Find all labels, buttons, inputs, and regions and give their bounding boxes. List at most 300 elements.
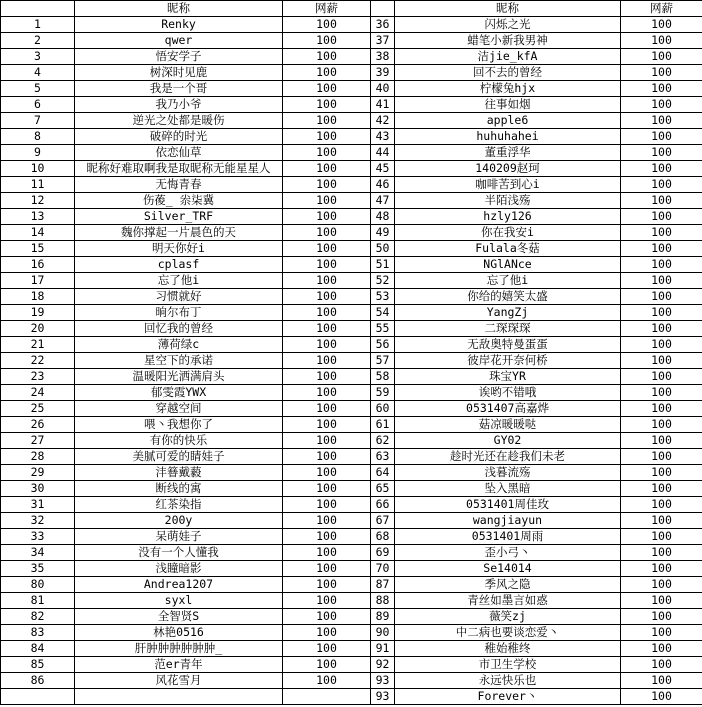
table-row xyxy=(1,337,702,353)
cell-salary-left: 100 xyxy=(283,161,371,177)
cell-salary-left: 100 xyxy=(283,289,371,305)
cell-salary-left: 100 xyxy=(283,193,371,209)
cell-index-right: 37 xyxy=(371,33,395,49)
table-row xyxy=(1,81,702,97)
cell-salary-right: 100 xyxy=(621,241,702,257)
table-row xyxy=(1,305,702,321)
cell-index-left: 13 xyxy=(1,209,75,225)
cell-index-right: 53 xyxy=(371,289,395,305)
cell-index-left: 8 xyxy=(1,129,75,145)
cell-index-right: 51 xyxy=(371,257,395,273)
cell-nickname-right: 回不去的曾经 xyxy=(395,65,621,81)
cell-nickname-right: huhuhahei xyxy=(395,129,621,145)
cell-index-right: 65 xyxy=(371,481,395,497)
cell-salary-right: 100 xyxy=(621,273,702,289)
cell-index-right: 52 xyxy=(371,273,395,289)
cell-nickname-right: 薇笑zj xyxy=(395,609,621,625)
cell-salary-right: 100 xyxy=(621,113,702,129)
cell-salary-right: 100 xyxy=(621,321,702,337)
header-salary-left: 网薪 xyxy=(283,1,371,17)
cell-salary-left: 100 xyxy=(283,561,371,577)
cell-salary-right: 100 xyxy=(621,353,702,369)
cell-index-left: 14 xyxy=(1,225,75,241)
cell-index-right: 58 xyxy=(371,369,395,385)
cell-salary-left: 100 xyxy=(283,353,371,369)
cell-salary-left: 100 xyxy=(283,145,371,161)
cell-salary-right: 100 xyxy=(621,81,702,97)
cell-salary-left: 100 xyxy=(283,529,371,545)
cell-index-left: 3 xyxy=(1,49,75,65)
cell-nickname-left: 破碎的时光 xyxy=(75,129,283,145)
cell-index-left: 17 xyxy=(1,273,75,289)
cell-nickname-right: Fulala冬菇 xyxy=(395,241,621,257)
cell-nickname-left: 美腻可爱的睛娃子 xyxy=(75,449,283,465)
cell-index-left xyxy=(1,689,75,705)
table-row xyxy=(1,401,702,417)
cell-index-right: 50 xyxy=(371,241,395,257)
cell-index-left: 27 xyxy=(1,433,75,449)
table-row xyxy=(1,33,702,49)
cell-index-right: 45 xyxy=(371,161,395,177)
table-row xyxy=(1,449,702,465)
table-row xyxy=(1,641,702,657)
cell-nickname-right: 蜡笔小新我男神 xyxy=(395,33,621,49)
cell-salary-left: 100 xyxy=(283,241,371,257)
cell-index-right: 70 xyxy=(371,561,395,577)
cell-salary-left: 100 xyxy=(283,33,371,49)
table-row xyxy=(1,529,702,545)
cell-salary-left: 100 xyxy=(283,177,371,193)
table-row xyxy=(1,577,702,593)
cell-index-left: 6 xyxy=(1,97,75,113)
table-row xyxy=(1,513,702,529)
cell-salary-left: 100 xyxy=(283,625,371,641)
cell-index-right: 47 xyxy=(371,193,395,209)
cell-index-left: 22 xyxy=(1,353,75,369)
table-row xyxy=(1,385,702,401)
cell-salary-right: 100 xyxy=(621,49,702,65)
cell-nickname-left: 浅瞳暗影 xyxy=(75,561,283,577)
cell-index-left: 35 xyxy=(1,561,75,577)
cell-index-left: 19 xyxy=(1,305,75,321)
cell-nickname-right: 闪烁之光 xyxy=(395,17,621,33)
cell-index-left: 15 xyxy=(1,241,75,257)
cell-index-left: 5 xyxy=(1,81,75,97)
cell-nickname-left: 忘了他i xyxy=(75,273,283,289)
cell-salary-right: 100 xyxy=(621,641,702,657)
cell-index-right: 90 xyxy=(371,625,395,641)
cell-index-left: 4 xyxy=(1,65,75,81)
cell-salary-right: 100 xyxy=(621,433,702,449)
cell-nickname-left: 郁雯霞YWX xyxy=(75,385,283,401)
cell-salary-left: 100 xyxy=(283,641,371,657)
cell-salary-right: 100 xyxy=(621,209,702,225)
cell-salary-right: 100 xyxy=(621,305,702,321)
cell-nickname-right: 诶哟不错哦 xyxy=(395,385,621,401)
cell-index-left: 1 xyxy=(1,17,75,33)
cell-nickname-left: 昵称好难取啊我是取昵称无能星星人 xyxy=(75,161,283,177)
cell-index-left: 31 xyxy=(1,497,75,513)
table-row xyxy=(1,689,702,705)
table-row xyxy=(1,417,702,433)
cell-index-left: 2 xyxy=(1,33,75,49)
table-row xyxy=(1,497,702,513)
cell-salary-right: 100 xyxy=(621,497,702,513)
cell-index-left: 83 xyxy=(1,625,75,641)
cell-salary-right: 100 xyxy=(621,193,702,209)
table-row xyxy=(1,481,702,497)
cell-salary-left: 100 xyxy=(283,465,371,481)
cell-index-right: 39 xyxy=(371,65,395,81)
table-row xyxy=(1,193,702,209)
cell-index-left: 85 xyxy=(1,657,75,673)
cell-nickname-right: 往事如烟 xyxy=(395,97,621,113)
header-nickname-left: 昵称 xyxy=(75,1,283,17)
table-row xyxy=(1,433,702,449)
cell-salary-right: 100 xyxy=(621,33,702,49)
cell-nickname-right: 彼岸花开奈何桥 xyxy=(395,353,621,369)
cell-index-right: 91 xyxy=(371,641,395,657)
cell-nickname-right: NGlANce xyxy=(395,257,621,273)
cell-nickname-left: 薄荷绿c xyxy=(75,337,283,353)
table-row xyxy=(1,49,702,65)
table-row xyxy=(1,97,702,113)
table-row xyxy=(1,65,702,81)
cell-nickname-left: 有你的快乐 xyxy=(75,433,283,449)
cell-salary-right: 100 xyxy=(621,145,702,161)
cell-nickname-left: 树深时见鹿 xyxy=(75,65,283,81)
cell-salary-right: 100 xyxy=(621,449,702,465)
table-row xyxy=(1,177,702,193)
cell-index-right: 63 xyxy=(371,449,395,465)
cell-salary-left: 100 xyxy=(283,577,371,593)
cell-salary-left: 100 xyxy=(283,593,371,609)
cell-nickname-right: 你在我安i xyxy=(395,225,621,241)
cell-index-right: 87 xyxy=(371,577,395,593)
table-row xyxy=(1,17,702,33)
cell-nickname-right: 你给的嬉笑太盛 xyxy=(395,289,621,305)
cell-index-right: 54 xyxy=(371,305,395,321)
cell-nickname-left: 200y xyxy=(75,513,283,529)
cell-salary-right: 100 xyxy=(621,161,702,177)
cell-salary-right: 100 xyxy=(621,465,702,481)
cell-nickname-right: 董重浮华 xyxy=(395,145,621,161)
cell-nickname-left: 红茶染指 xyxy=(75,497,283,513)
cell-nickname-left: qwer xyxy=(75,33,283,49)
cell-salary-left: 100 xyxy=(283,369,371,385)
cell-nickname-right: 忘了他i xyxy=(395,273,621,289)
cell-salary-right: 100 xyxy=(621,289,702,305)
cell-index-right: 62 xyxy=(371,433,395,449)
cell-nickname-right: YangZj xyxy=(395,305,621,321)
table-row xyxy=(1,145,702,161)
cell-index-left: 33 xyxy=(1,529,75,545)
cell-salary-right: 100 xyxy=(621,593,702,609)
cell-index-right: 67 xyxy=(371,513,395,529)
cell-salary-left: 100 xyxy=(283,481,371,497)
cell-nickname-right: hzly126 xyxy=(395,209,621,225)
cell-nickname-left: 我是一个哥 xyxy=(75,81,283,97)
cell-nickname-left: 喂丶我想你了 xyxy=(75,417,283,433)
table-row xyxy=(1,545,702,561)
header-row xyxy=(1,1,702,17)
cell-nickname-right: 趁时光还在趁我们未老 xyxy=(395,449,621,465)
cell-salary-right: 100 xyxy=(621,513,702,529)
cell-nickname-left: 明天你好i xyxy=(75,241,283,257)
table-row xyxy=(1,209,702,225)
cell-nickname-right: 0531407高嘉烨 xyxy=(395,401,621,417)
cell-index-right: 68 xyxy=(371,529,395,545)
cell-nickname-left: 温暖阳光洒满肩头 xyxy=(75,369,283,385)
cell-salary-right: 100 xyxy=(621,401,702,417)
cell-nickname-right: 坠入黑暗 xyxy=(395,481,621,497)
cell-salary-left: 100 xyxy=(283,609,371,625)
cell-index-right: 44 xyxy=(371,145,395,161)
cell-nickname-right: apple6 xyxy=(395,113,621,129)
header-salary-right: 网薪 xyxy=(621,1,702,17)
cell-nickname-left: 无悔青春 xyxy=(75,177,283,193)
cell-nickname-right: 季风之隐 xyxy=(395,577,621,593)
cell-salary-left: 100 xyxy=(283,337,371,353)
cell-nickname-left: 习惯就好 xyxy=(75,289,283,305)
cell-nickname-right: 咖啡苦到心i xyxy=(395,177,621,193)
cell-index-left: 84 xyxy=(1,641,75,657)
cell-nickname-right: 浅暮流殇 xyxy=(395,465,621,481)
cell-salary-right: 100 xyxy=(621,97,702,113)
cell-salary-right: 100 xyxy=(621,257,702,273)
cell-nickname-right: 永远快乐也 xyxy=(395,673,621,689)
cell-index-right: 92 xyxy=(371,657,395,673)
cell-index-left: 29 xyxy=(1,465,75,481)
cell-salary-right: 100 xyxy=(621,129,702,145)
cell-salary-left: 100 xyxy=(283,225,371,241)
cell-salary-left: 100 xyxy=(283,545,371,561)
cell-salary-right: 100 xyxy=(621,17,702,33)
header-index-right xyxy=(371,1,395,17)
cell-nickname-right: 菇凉暖暖哒 xyxy=(395,417,621,433)
cell-salary-right: 100 xyxy=(621,561,702,577)
cell-salary-left: 100 xyxy=(283,65,371,81)
cell-index-right: 61 xyxy=(371,417,395,433)
cell-salary-right: 100 xyxy=(621,385,702,401)
cell-nickname-right: 市卫生学校 xyxy=(395,657,621,673)
cell-index-left: 34 xyxy=(1,545,75,561)
cell-salary-left: 100 xyxy=(283,449,371,465)
cell-salary-left: 100 xyxy=(283,113,371,129)
cell-salary-left: 100 xyxy=(283,97,371,113)
cell-index-left: 18 xyxy=(1,289,75,305)
cell-nickname-left xyxy=(75,689,283,705)
cell-nickname-left: 伤葰_ 尜柒冀 xyxy=(75,193,283,209)
cell-index-left: 16 xyxy=(1,257,75,273)
cell-nickname-left: 范er青年 xyxy=(75,657,283,673)
cell-salary-left xyxy=(283,689,371,705)
cell-nickname-right: 中二病也要谈恋爱丶 xyxy=(395,625,621,641)
cell-index-left: 26 xyxy=(1,417,75,433)
cell-nickname-left: 风花雪月 xyxy=(75,673,283,689)
cell-nickname-left: 全智贤S xyxy=(75,609,283,625)
cell-salary-right: 100 xyxy=(621,625,702,641)
cell-salary-left: 100 xyxy=(283,321,371,337)
cell-index-right: 56 xyxy=(371,337,395,353)
cell-salary-right: 100 xyxy=(621,577,702,593)
cell-nickname-left: syxl xyxy=(75,593,283,609)
cell-nickname-left: 悟安学子 xyxy=(75,49,283,65)
cell-salary-right: 100 xyxy=(621,689,702,705)
cell-salary-right: 100 xyxy=(621,481,702,497)
table-row xyxy=(1,593,702,609)
cell-nickname-right: 青丝如墨言如惑 xyxy=(395,593,621,609)
cell-salary-right: 100 xyxy=(621,657,702,673)
table-row xyxy=(1,273,702,289)
cell-salary-left: 100 xyxy=(283,49,371,65)
cell-salary-right: 100 xyxy=(621,545,702,561)
cell-salary-right: 100 xyxy=(621,177,702,193)
cell-index-left: 80 xyxy=(1,577,75,593)
cell-nickname-left: 依恋仙草 xyxy=(75,145,283,161)
cell-index-right: 69 xyxy=(371,545,395,561)
cell-index-left: 24 xyxy=(1,385,75,401)
cell-nickname-right: 二琛琛琛 xyxy=(395,321,621,337)
header-index-left xyxy=(1,1,75,17)
table-row xyxy=(1,257,702,273)
cell-salary-left: 100 xyxy=(283,513,371,529)
cell-index-right: 59 xyxy=(371,385,395,401)
cell-index-right: 55 xyxy=(371,321,395,337)
cell-index-left: 23 xyxy=(1,369,75,385)
cell-nickname-right: 半陌浅殇 xyxy=(395,193,621,209)
table-row xyxy=(1,465,702,481)
cell-index-right: 93 xyxy=(371,689,395,705)
cell-salary-left: 100 xyxy=(283,257,371,273)
cell-index-right: 41 xyxy=(371,97,395,113)
cell-index-left: 12 xyxy=(1,193,75,209)
cell-salary-right: 100 xyxy=(621,609,702,625)
cell-nickname-right: 珠宝YR xyxy=(395,369,621,385)
cell-index-right: 36 xyxy=(371,17,395,33)
cell-salary-left: 100 xyxy=(283,417,371,433)
cell-salary-right: 100 xyxy=(621,225,702,241)
cell-salary-left: 100 xyxy=(283,209,371,225)
cell-nickname-left: 林艳0516 xyxy=(75,625,283,641)
cell-salary-left: 100 xyxy=(283,129,371,145)
cell-salary-right: 100 xyxy=(621,417,702,433)
cell-index-right: 43 xyxy=(371,129,395,145)
cell-nickname-right: 洁jie_kfA xyxy=(395,49,621,65)
cell-index-right: 93 xyxy=(371,673,395,689)
cell-index-left: 30 xyxy=(1,481,75,497)
cell-nickname-right: 0531401周雨 xyxy=(395,529,621,545)
cell-nickname-left: 沣簮戴藙 xyxy=(75,465,283,481)
table-row xyxy=(1,113,702,129)
cell-salary-left: 100 xyxy=(283,305,371,321)
table-row xyxy=(1,625,702,641)
cell-salary-left: 100 xyxy=(283,385,371,401)
cell-index-left: 32 xyxy=(1,513,75,529)
cell-index-right: 60 xyxy=(371,401,395,417)
cell-nickname-left: 魏你撑起一片晨色的天 xyxy=(75,225,283,241)
table-row xyxy=(1,353,702,369)
cell-index-right: 38 xyxy=(371,49,395,65)
cell-nickname-left: Andrea1207 xyxy=(75,577,283,593)
table-row xyxy=(1,129,702,145)
cell-nickname-right: 无敌奥特曼蛋蛋 xyxy=(395,337,621,353)
cell-index-left: 9 xyxy=(1,145,75,161)
cell-index-left: 20 xyxy=(1,321,75,337)
cell-nickname-left: 肝肿肿肿肿肿肿_ xyxy=(75,641,283,657)
cell-salary-left: 100 xyxy=(283,433,371,449)
cell-nickname-left: 回忆我的曾经 xyxy=(75,321,283,337)
cell-salary-right: 100 xyxy=(621,337,702,353)
cell-nickname-left: 我乃小爷 xyxy=(75,97,283,113)
cell-index-left: 25 xyxy=(1,401,75,417)
cell-index-left: 21 xyxy=(1,337,75,353)
cell-salary-left: 100 xyxy=(283,273,371,289)
cell-index-right: 88 xyxy=(371,593,395,609)
cell-index-right: 64 xyxy=(371,465,395,481)
cell-salary-left: 100 xyxy=(283,81,371,97)
table-row xyxy=(1,161,702,177)
cell-nickname-right: 稚始稚终 xyxy=(395,641,621,657)
cell-nickname-right: GY02 xyxy=(395,433,621,449)
cell-index-right: 42 xyxy=(371,113,395,129)
cell-index-right: 57 xyxy=(371,353,395,369)
cell-salary-left: 100 xyxy=(283,673,371,689)
cell-nickname-right: Se14014 xyxy=(395,561,621,577)
table-row xyxy=(1,657,702,673)
table-row xyxy=(1,609,702,625)
cell-index-right: 48 xyxy=(371,209,395,225)
cell-index-right: 89 xyxy=(371,609,395,625)
cell-index-left: 11 xyxy=(1,177,75,193)
cell-nickname-left: 晌尔布丁 xyxy=(75,305,283,321)
cell-nickname-right: 0531401周佳玫 xyxy=(395,497,621,513)
cell-salary-right: 100 xyxy=(621,369,702,385)
table-row xyxy=(1,673,702,689)
cell-nickname-right: wangjiayun xyxy=(395,513,621,529)
cell-index-left: 28 xyxy=(1,449,75,465)
table-row xyxy=(1,561,702,577)
cell-salary-left: 100 xyxy=(283,401,371,417)
header-nickname-right: 昵称 xyxy=(395,1,621,17)
cell-index-left: 81 xyxy=(1,593,75,609)
cell-index-right: 66 xyxy=(371,497,395,513)
cell-nickname-left: 星空下的承诺 xyxy=(75,353,283,369)
cell-salary-left: 100 xyxy=(283,657,371,673)
cell-nickname-right: 歪小弓丶 xyxy=(395,545,621,561)
cell-index-right: 40 xyxy=(371,81,395,97)
cell-index-right: 46 xyxy=(371,177,395,193)
cell-salary-left: 100 xyxy=(283,17,371,33)
cell-nickname-right: 140209赵珂 xyxy=(395,161,621,177)
cell-nickname-left: 断线的寓 xyxy=(75,481,283,497)
cell-nickname-right: 柠檬兔hjx xyxy=(395,81,621,97)
cell-nickname-left: 穿越空间 xyxy=(75,401,283,417)
cell-nickname-left: 逆光之处都是暖伤 xyxy=(75,113,283,129)
cell-nickname-left: cplasf xyxy=(75,257,283,273)
table-row xyxy=(1,289,702,305)
cell-index-left: 86 xyxy=(1,673,75,689)
table-row xyxy=(1,369,702,385)
cell-salary-right: 100 xyxy=(621,673,702,689)
cell-index-right: 49 xyxy=(371,225,395,241)
cell-nickname-left: Silver_TRF xyxy=(75,209,283,225)
cell-index-left: 7 xyxy=(1,113,75,129)
cell-index-left: 82 xyxy=(1,609,75,625)
cell-salary-right: 100 xyxy=(621,65,702,81)
table-row xyxy=(1,241,702,257)
cell-salary-right: 100 xyxy=(621,529,702,545)
